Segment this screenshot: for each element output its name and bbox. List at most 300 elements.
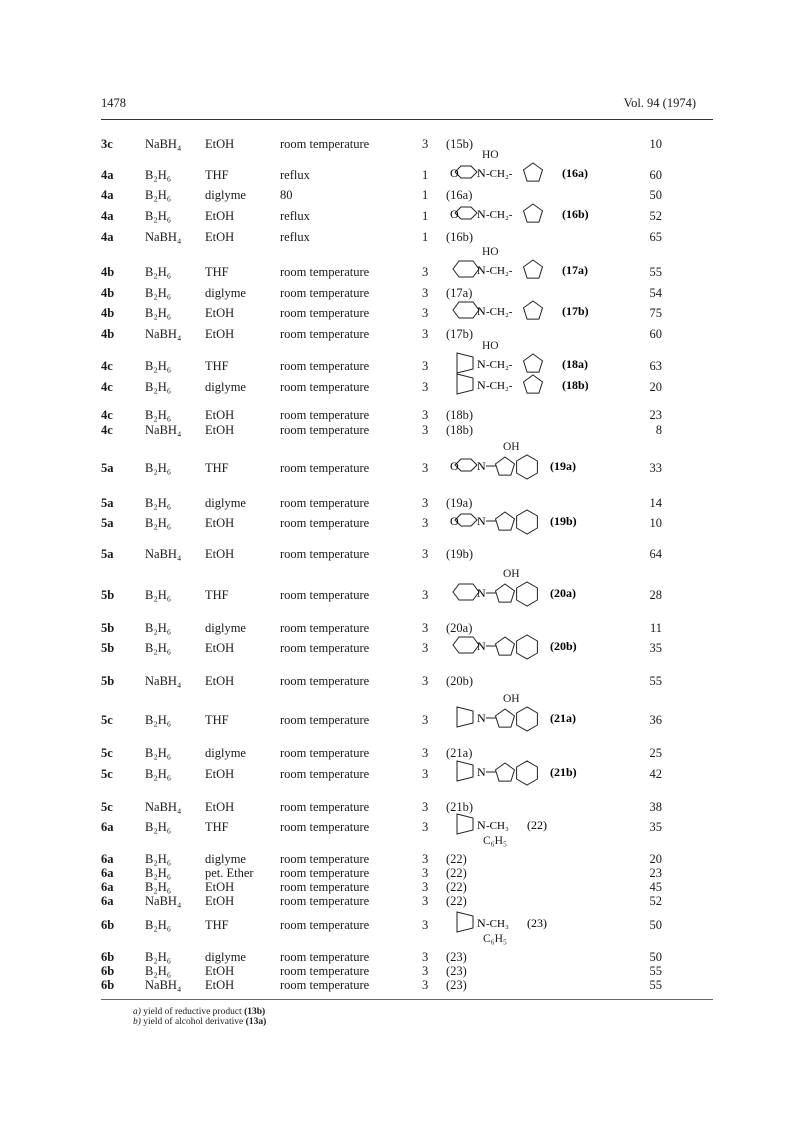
hydroxyl-label: HO [482, 149, 499, 161]
cell-temperature: room temperature [280, 286, 370, 300]
product-label: (16a) [562, 166, 588, 180]
cell-compound: 4a [101, 188, 114, 202]
cell-reductant: B₂H₆ [145, 852, 172, 866]
cell-yield: 28 [649, 588, 662, 602]
table-row [0, 516, 793, 530]
cell-yield: 23 [649, 408, 662, 422]
cell-temperature: room temperature [280, 767, 370, 781]
cell-temperature: room temperature [280, 408, 370, 422]
table-row [0, 713, 793, 727]
cell-reductant: B₂H₆ [145, 641, 172, 655]
cell-solvent: EtOH [205, 880, 235, 894]
nitrogen-label: N [477, 207, 486, 221]
table-row [0, 641, 793, 655]
cell-solvent: EtOH [205, 516, 235, 530]
hydroxyl-label: OH [503, 441, 520, 453]
cell-compound: 5c [101, 767, 113, 781]
product-label: (23) [446, 978, 467, 992]
cell-compound: 6a [101, 894, 114, 908]
pyrrolidine-ring [457, 707, 473, 727]
cell-time: 3 [422, 408, 429, 422]
cell-compound: 5a [101, 516, 114, 530]
cell-solvent: diglyme [205, 950, 246, 964]
footnote-a: a) yield of reductive product (13b) [133, 1007, 266, 1017]
methylene-label: -CH₂- [486, 306, 513, 318]
cell-solvent: EtOH [205, 327, 235, 341]
table-row [0, 209, 793, 223]
product-label: (17b) [446, 327, 474, 341]
cell-compound: 6a [101, 866, 114, 880]
piperidine-ring [453, 261, 479, 277]
cell-time: 3 [422, 423, 429, 437]
cell-reductant: B₂H₆ [145, 767, 172, 781]
cell-solvent: diglyme [205, 188, 246, 202]
nitrogen-label: N [477, 765, 486, 779]
table-row [0, 286, 793, 300]
cell-solvent: EtOH [205, 767, 235, 781]
cell-solvent: diglyme [205, 746, 246, 760]
table-row [0, 423, 793, 437]
cell-yield: 60 [649, 168, 662, 182]
cell-temperature: room temperature [280, 852, 370, 866]
cell-temperature: room temperature [280, 978, 370, 992]
product-label: (20a) [446, 621, 473, 635]
cyclopentane-ring [524, 260, 543, 278]
cell-time: 3 [422, 950, 429, 964]
cell-temperature: room temperature [280, 641, 370, 655]
cell-time: 3 [422, 286, 429, 300]
cell-time: 1 [422, 188, 429, 202]
cell-time: 3 [422, 800, 429, 814]
cell-compound: 4a [101, 168, 114, 182]
cell-temperature: room temperature [280, 137, 370, 151]
cell-yield: 52 [649, 894, 662, 908]
indane-five-ring [496, 709, 515, 727]
cell-compound: 6b [101, 978, 115, 992]
structure-19b [447, 508, 647, 538]
cell-yield: 50 [649, 950, 662, 964]
cell-time: 3 [422, 496, 429, 510]
cell-solvent: THF [205, 461, 229, 475]
table-row [0, 674, 793, 688]
table-row [0, 408, 793, 422]
indane-five-ring [496, 584, 515, 602]
structure-20a [447, 580, 647, 610]
product-label: (19b) [550, 514, 577, 528]
product-label: (22) [446, 894, 467, 908]
cell-solvent: THF [205, 168, 229, 182]
product-label: (16a) [446, 188, 473, 202]
cell-reductant: B₂H₆ [145, 380, 172, 394]
product-label: (22) [446, 852, 467, 866]
cell-temperature: room temperature [280, 496, 370, 510]
cell-solvent: EtOH [205, 894, 235, 908]
cell-reductant: B₂H₆ [145, 588, 172, 602]
benzene-ring [517, 455, 538, 479]
cell-time: 3 [422, 327, 429, 341]
cell-time: 3 [422, 380, 429, 394]
ring-oxygen-label: O [450, 166, 459, 180]
cell-time: 3 [422, 964, 429, 978]
cell-time: 1 [422, 168, 429, 182]
cell-reductant: B₂H₆ [145, 713, 172, 727]
nitrogen-label: N [477, 514, 486, 528]
table-row [0, 880, 793, 894]
product-label: (21a) [446, 746, 473, 760]
cell-temperature: room temperature [280, 866, 370, 880]
product-label: (15b) [446, 137, 474, 151]
structure-22 [447, 812, 647, 842]
cell-solvent: THF [205, 918, 229, 932]
pyrrolidine-ring [457, 353, 473, 373]
cell-temperature: 80 [280, 188, 293, 202]
table-row [0, 950, 793, 964]
cell-solvent: diglyme [205, 496, 246, 510]
methylene-label: -CH₂- [486, 265, 513, 277]
cell-reductant: NaBH₄ [145, 800, 182, 814]
cell-temperature: room temperature [280, 306, 370, 320]
cell-compound: 5c [101, 746, 113, 760]
nitrogen-label: N [477, 357, 486, 371]
product-label: (20b) [446, 674, 474, 688]
cell-solvent: EtOH [205, 137, 235, 151]
nitrogen-label: N [477, 916, 486, 930]
nitrogen-label: N [477, 378, 486, 392]
cell-solvent: EtOH [205, 209, 235, 223]
cell-reductant: B₂H₆ [145, 359, 172, 373]
cell-time: 3 [422, 746, 429, 760]
indane-five-ring [496, 763, 515, 781]
cell-compound: 5c [101, 713, 113, 727]
product-label: (16b) [562, 207, 589, 221]
product-label: (17a) [446, 286, 473, 300]
cell-yield: 8 [655, 423, 662, 437]
cell-time: 3 [422, 880, 429, 894]
structure-20b [447, 633, 647, 663]
table-row [0, 918, 793, 932]
cell-reductant: B₂H₆ [145, 621, 172, 635]
nitrogen-label: N [477, 818, 486, 832]
cell-yield: 14 [649, 496, 662, 510]
cell-compound: 5b [101, 621, 115, 635]
cell-reductant: B₂H₆ [145, 918, 172, 932]
cell-temperature: room temperature [280, 894, 370, 908]
cell-temperature: reflux [280, 168, 310, 182]
cell-compound: 4c [101, 380, 113, 394]
table-row [0, 621, 793, 635]
product-label: (22) [446, 880, 467, 894]
benzene-ring [517, 761, 538, 785]
product-label: (23) [446, 964, 467, 978]
cell-yield: 65 [649, 230, 662, 244]
table-row [0, 306, 793, 320]
cell-yield: 35 [649, 820, 662, 834]
hydroxyl-label: OH [503, 693, 520, 705]
structure-19a [447, 453, 647, 483]
table-row [0, 547, 793, 561]
cell-compound: 4a [101, 230, 114, 244]
cell-temperature: room temperature [280, 800, 370, 814]
cell-temperature: room temperature [280, 265, 370, 279]
cell-reductant: NaBH₄ [145, 674, 182, 688]
cell-reductant: B₂H₆ [145, 516, 172, 530]
product-label: (23) [527, 916, 547, 930]
cell-solvent: EtOH [205, 674, 235, 688]
cell-time: 3 [422, 547, 429, 561]
cell-compound: 6a [101, 820, 114, 834]
cell-reductant: B₂H₆ [145, 168, 172, 182]
cell-temperature: room temperature [280, 964, 370, 978]
journal-volume: Vol. 94 (1974) [623, 96, 696, 110]
product-label: (19a) [550, 459, 576, 473]
cell-reductant: B₂H₆ [145, 820, 172, 834]
cell-reductant: B₂H₆ [145, 950, 172, 964]
table-row [0, 327, 793, 341]
cell-temperature: room temperature [280, 547, 370, 561]
cell-time: 3 [422, 918, 429, 932]
cell-reductant: NaBH₄ [145, 894, 182, 908]
cell-compound: 6b [101, 950, 115, 964]
cell-temperature: room temperature [280, 713, 370, 727]
cell-yield: 64 [649, 547, 662, 561]
cell-reductant: B₂H₆ [145, 306, 172, 320]
cell-time: 3 [422, 621, 429, 635]
cell-compound: 4c [101, 359, 113, 373]
indane-five-ring [496, 637, 515, 655]
table-row [0, 188, 793, 202]
table-row [0, 380, 793, 394]
cell-reductant: B₂H₆ [145, 866, 172, 880]
product-label: (19a) [446, 496, 473, 510]
cell-reductant: B₂H₆ [145, 265, 172, 279]
cell-compound: 3c [101, 137, 113, 151]
cell-time: 3 [422, 713, 429, 727]
cell-time: 3 [422, 306, 429, 320]
structure-17a [447, 257, 647, 287]
cell-yield: 23 [649, 866, 662, 880]
table-row [0, 168, 793, 182]
hydroxyl-label: HO [482, 246, 499, 258]
table-row [0, 978, 793, 992]
cell-yield: 20 [649, 380, 662, 394]
cell-compound: 5a [101, 547, 114, 561]
nitrogen-label: N [477, 263, 486, 277]
cell-yield: 33 [649, 461, 662, 475]
cell-compound: 5a [101, 496, 114, 510]
table-row [0, 359, 793, 373]
cell-compound: 5b [101, 674, 115, 688]
product-label: (22) [446, 866, 467, 880]
pyrrolidine-ring [457, 761, 473, 781]
structure-16b [447, 201, 647, 231]
cell-compound: 4b [101, 306, 115, 320]
table-row [0, 496, 793, 510]
cell-temperature: room temperature [280, 820, 370, 834]
pyrrolidine-ring [457, 374, 473, 394]
footnote-b: b) yield of alcohol derivative (13a) [133, 1017, 267, 1027]
product-label: (18a) [562, 357, 588, 371]
table-row [0, 767, 793, 781]
cell-time: 3 [422, 265, 429, 279]
product-label: (16b) [446, 230, 474, 244]
cell-compound: 5b [101, 588, 115, 602]
product-label: (20b) [550, 639, 577, 653]
cell-temperature: room temperature [280, 950, 370, 964]
cell-reductant: B₂H₆ [145, 461, 172, 475]
ring-oxygen-label: O [450, 514, 459, 528]
cell-yield: 50 [649, 918, 662, 932]
cell-solvent: EtOH [205, 306, 235, 320]
cell-yield: 55 [649, 674, 662, 688]
cell-solvent: THF [205, 359, 229, 373]
cell-time: 3 [422, 588, 429, 602]
cell-reductant: B₂H₆ [145, 188, 172, 202]
table-row [0, 230, 793, 244]
cell-time: 3 [422, 978, 429, 992]
cell-time: 3 [422, 767, 429, 781]
cell-solvent: EtOH [205, 423, 235, 437]
cell-temperature: room temperature [280, 423, 370, 437]
cell-reductant: NaBH₄ [145, 978, 182, 992]
cell-temperature: room temperature [280, 674, 370, 688]
cell-temperature: reflux [280, 230, 310, 244]
structure-18b [447, 372, 647, 402]
cell-solvent: EtOH [205, 230, 235, 244]
methylene-label: -CH₂- [486, 359, 513, 371]
table-row [0, 820, 793, 834]
cell-time: 3 [422, 359, 429, 373]
product-label: (18b) [446, 408, 474, 422]
methylene-label: -CH₂- [486, 168, 513, 180]
product-label: (17a) [562, 263, 588, 277]
nitrogen-label: N [477, 166, 486, 180]
product-label: (21b) [446, 800, 474, 814]
structure-21a [447, 705, 647, 735]
cell-yield: 60 [649, 327, 662, 341]
cell-temperature: room temperature [280, 516, 370, 530]
cell-temperature: room temperature [280, 327, 370, 341]
cyclopentane-ring [524, 301, 543, 319]
cell-reductant: B₂H₆ [145, 880, 172, 894]
table-row [0, 866, 793, 880]
cell-temperature: room temperature [280, 588, 370, 602]
methyl-label: -CH₃ [486, 918, 509, 930]
cell-yield: 55 [649, 265, 662, 279]
cell-solvent: pet. Ether [205, 866, 254, 880]
structure-21b [447, 759, 647, 789]
cell-time: 3 [422, 516, 429, 530]
cell-compound: 6b [101, 918, 115, 932]
cell-compound: 4b [101, 327, 115, 341]
cell-compound: 5b [101, 641, 115, 655]
pyrrolidine-ring [457, 814, 473, 834]
cell-compound: 6a [101, 880, 114, 894]
cell-solvent: EtOH [205, 978, 235, 992]
page-number: 1478 [101, 96, 126, 110]
product-label: (20a) [550, 586, 576, 600]
methylene-label: -CH₂- [486, 209, 513, 221]
cell-yield: 10 [649, 137, 662, 151]
cell-temperature: room temperature [280, 461, 370, 475]
cell-time: 1 [422, 230, 429, 244]
product-label: (17b) [562, 304, 589, 318]
cell-yield: 25 [649, 746, 662, 760]
table-row [0, 964, 793, 978]
cell-solvent: THF [205, 820, 229, 834]
cell-reductant: NaBH₄ [145, 423, 182, 437]
hydroxyl-label: OH [503, 568, 520, 580]
piperidine-ring [453, 302, 479, 318]
cell-solvent: EtOH [205, 964, 235, 978]
cell-reductant: B₂H₆ [145, 746, 172, 760]
cyclopentane-ring [524, 375, 543, 393]
cell-reductant: B₂H₆ [145, 964, 172, 978]
table-row [0, 265, 793, 279]
methylene-label: -CH₂- [486, 380, 513, 392]
cell-solvent: EtOH [205, 641, 235, 655]
product-label: (18b) [562, 378, 589, 392]
product-label: (21a) [550, 711, 576, 725]
cell-compound: 6b [101, 964, 115, 978]
nitrogen-label: N [477, 639, 486, 653]
cell-compound: 6a [101, 852, 114, 866]
cell-time: 3 [422, 866, 429, 880]
cell-compound: 4b [101, 265, 115, 279]
piperidine-ring [453, 584, 479, 600]
cell-solvent: diglyme [205, 380, 246, 394]
cell-time: 3 [422, 852, 429, 866]
table-row [0, 852, 793, 866]
footnotes [133, 1007, 266, 1027]
cell-yield: 54 [649, 286, 662, 300]
cell-reductant: NaBH₄ [145, 327, 182, 341]
structure-17b [447, 298, 647, 328]
cell-compound: 5a [101, 461, 114, 475]
cell-yield: 36 [649, 713, 662, 727]
nitrogen-label: N [477, 586, 486, 600]
cell-yield: 52 [649, 209, 662, 223]
ring-oxygen-label: O [450, 459, 459, 473]
cell-time: 1 [422, 209, 429, 223]
cell-yield: 45 [649, 880, 662, 894]
cell-compound: 4c [101, 408, 113, 422]
header-rule [101, 119, 713, 120]
benzene-ring [517, 707, 538, 731]
benzene-ring [517, 510, 538, 534]
cell-solvent: diglyme [205, 621, 246, 635]
cell-reductant: B₂H₆ [145, 496, 172, 510]
cell-compound: 5c [101, 800, 113, 814]
indane-five-ring [496, 457, 515, 475]
cell-yield: 20 [649, 852, 662, 866]
cell-temperature: room temperature [280, 380, 370, 394]
product-label: (21b) [550, 765, 577, 779]
cell-reductant: B₂H₆ [145, 286, 172, 300]
cell-reductant: B₂H₆ [145, 209, 172, 223]
cell-time: 3 [422, 894, 429, 908]
cell-reductant: NaBH₄ [145, 230, 182, 244]
table-row [0, 588, 793, 602]
table-row [0, 894, 793, 908]
table-row [0, 461, 793, 475]
ring-oxygen-label: O [450, 207, 459, 221]
cell-yield: 55 [649, 978, 662, 992]
cell-temperature: room temperature [280, 621, 370, 635]
table-row [0, 746, 793, 760]
cell-yield: 55 [649, 964, 662, 978]
cell-time: 3 [422, 674, 429, 688]
methyl-label: -CH₃ [486, 820, 509, 832]
